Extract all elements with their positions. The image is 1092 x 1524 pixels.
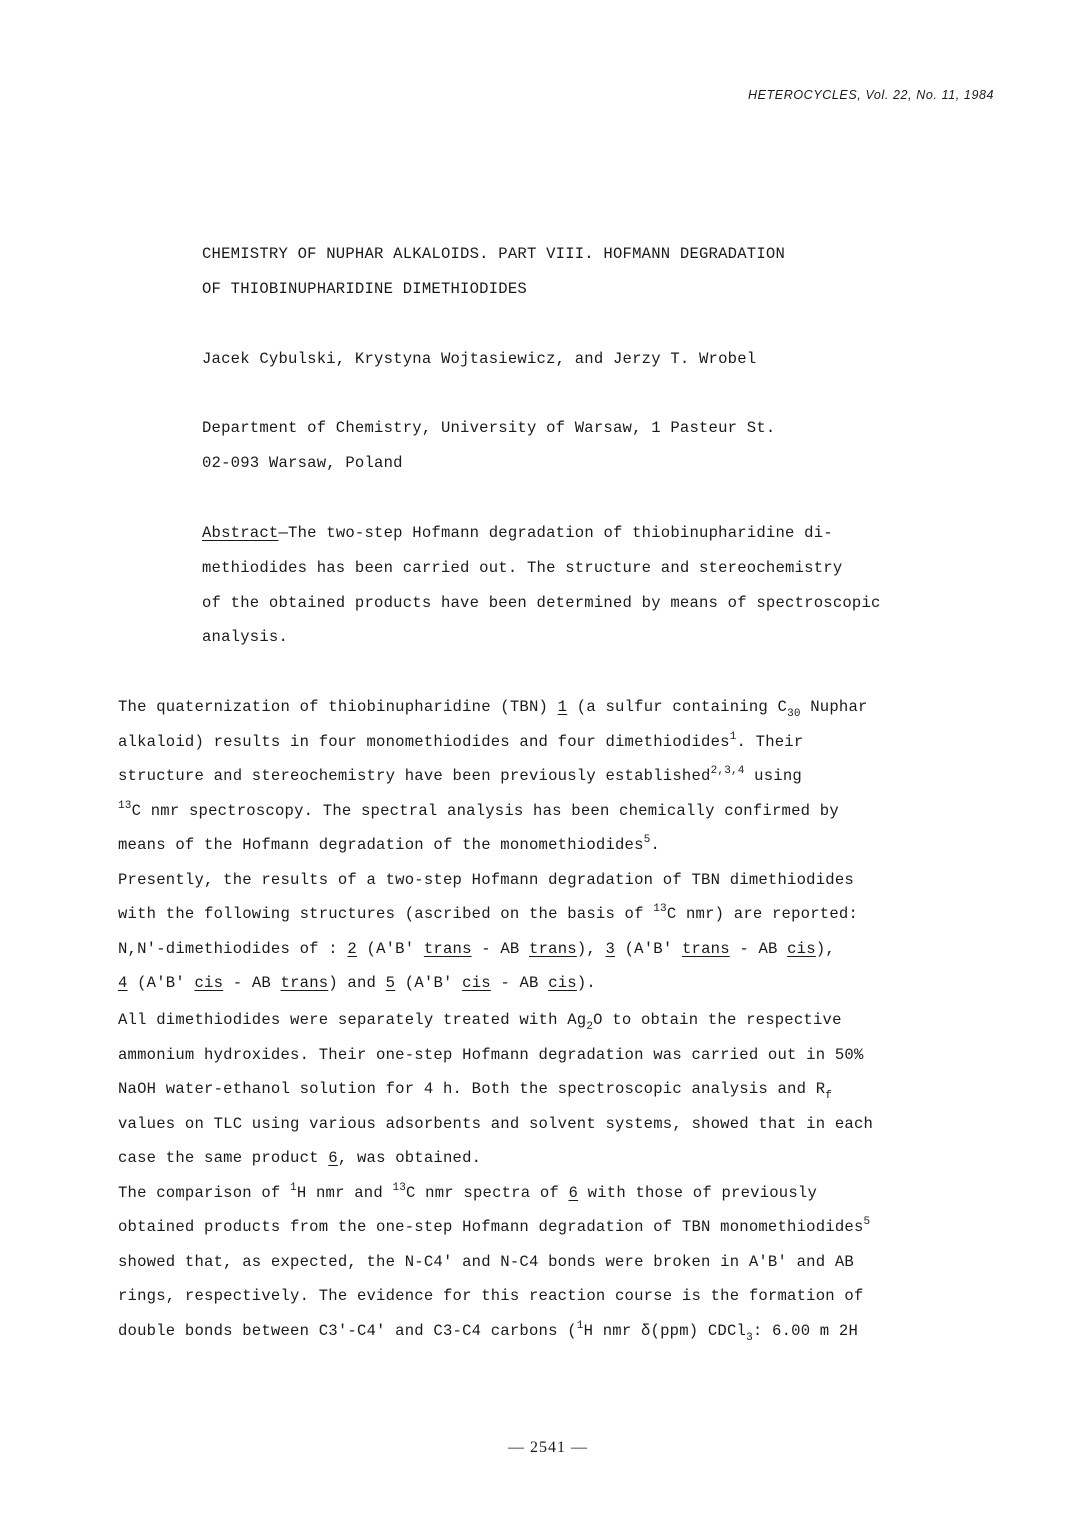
body-line: 4 (A'B' cis - AB trans) and 5 (A'B' cis - AB cis). <box>118 974 596 992</box>
compound-ref: 3 <box>605 940 616 958</box>
citation: 2,3,4 <box>710 765 745 777</box>
body-line: The quaternization of thiobinupharidine (TBN) 1 (a sulfur containing $C_{30}$ Nuphar <box>118 698 868 720</box>
body-line: The comparison of $^1$H nmr and $^{13}$C nmr spectra of 6 with those of previously <box>118 1182 818 1202</box>
body-line: showed that, as expected, the N-C4' and N-C4 bonds were broken in A'B' and AB <box>118 1253 854 1271</box>
compound-ref: 2 <box>347 940 357 958</box>
body-line: structure and stereochemistry have been previously established$^{2,3,4}$ using <box>118 765 802 785</box>
abstract-line-4: analysis. <box>202 628 289 646</box>
body-line: values on TLC using various adsorbents and solvent systems, showed that in each <box>118 1115 874 1133</box>
compound-ref: 5 <box>385 974 396 992</box>
abstract-label: Abstract <box>202 524 279 542</box>
citation: 5 <box>643 834 651 846</box>
body-line: All dimethiodides were separately treated with $Ag_2O$ to obtain the respective <box>118 1011 842 1033</box>
body-line: NaOH water-ethanol solution for 4 h. Both the spectroscopic analysis and $R_f$ <box>118 1080 833 1102</box>
compound-ref: 1 <box>557 698 568 716</box>
article-title-line-1: CHEMISTRY OF NUPHAR ALKALOIDS. PART VIII. HOFMANN DEGRADATION <box>202 245 786 263</box>
abstract-dash: — <box>278 524 289 542</box>
journal-header: HETEROCYCLES, Vol. 22, No. 11, 1984 <box>748 88 995 102</box>
compound-ref: 6 <box>328 1149 338 1167</box>
compound-ref: 6 <box>568 1184 579 1202</box>
body-line: alkaloid) results in four monomethiodides and four dimethiodides$^1$. Their <box>118 731 804 751</box>
body-line: with the following structures (ascribed on the basis of $^{13}$C nmr) are reported: <box>118 903 859 923</box>
body-line: case the same product 6, was obtained. <box>118 1149 482 1167</box>
body-line: obtained products from the one-step Hofmann degradation of TBN monomethiodides$^5$ <box>118 1216 871 1236</box>
citation: 5 <box>863 1216 871 1228</box>
body-line: ammonium hydroxides. Their one-step Hofmann degradation was carried out in 50% <box>118 1046 864 1064</box>
affiliation-line-1: Department of Chemistry, University of Warsaw, 1 Pasteur St. <box>202 419 776 437</box>
body-line: N,N'-dimethiodides of : 2 (A'B' trans - AB trans), 3 (A'B' trans - AB cis), <box>118 940 835 958</box>
abstract-line-2: methiodides has been carried out. The structure and stereochemistry <box>202 559 843 577</box>
body-line: Presently, the results of a two-step Hofmann degradation of TBN dimethiodides <box>118 871 854 889</box>
affiliation-line-2: 02-093 Warsaw, Poland <box>202 454 403 472</box>
abstract-line-3: of the obtained products have been determined by means of spectroscopic <box>202 594 881 612</box>
page-number: — 2541 — <box>508 1439 588 1456</box>
abstract-line-1 <box>202 523 833 543</box>
compound-ref: 4 <box>118 974 128 992</box>
body-line: means of the Hofmann degradation of the monomethiodides$^5$. <box>118 834 661 854</box>
citation: 1 <box>729 731 737 743</box>
article-title-line-2: OF THIOBINUPHARIDINE DIMETHIODIDES <box>202 280 527 298</box>
body-line: double bonds between C3'-C4' and C3-C4 carbons ($^1$H nmr δ(ppm) CDCl$_3$: 6.00 m 2H <box>118 1320 859 1344</box>
abstract-text-1: The two-step Hofmann degradation of thiobinupharidine di- <box>288 524 833 542</box>
authors: Jacek Cybulski, Krystyna Wojtasiewicz, and Jerzy T. Wrobel <box>202 350 757 368</box>
delta-symbol: δ <box>640 1322 651 1340</box>
body-line: $^{13}$C nmr spectroscopy. The spectral analysis has been chemically confirmed by <box>118 800 839 820</box>
body-line: rings, respectively. The evidence for this reaction course is the formation of <box>118 1287 864 1305</box>
